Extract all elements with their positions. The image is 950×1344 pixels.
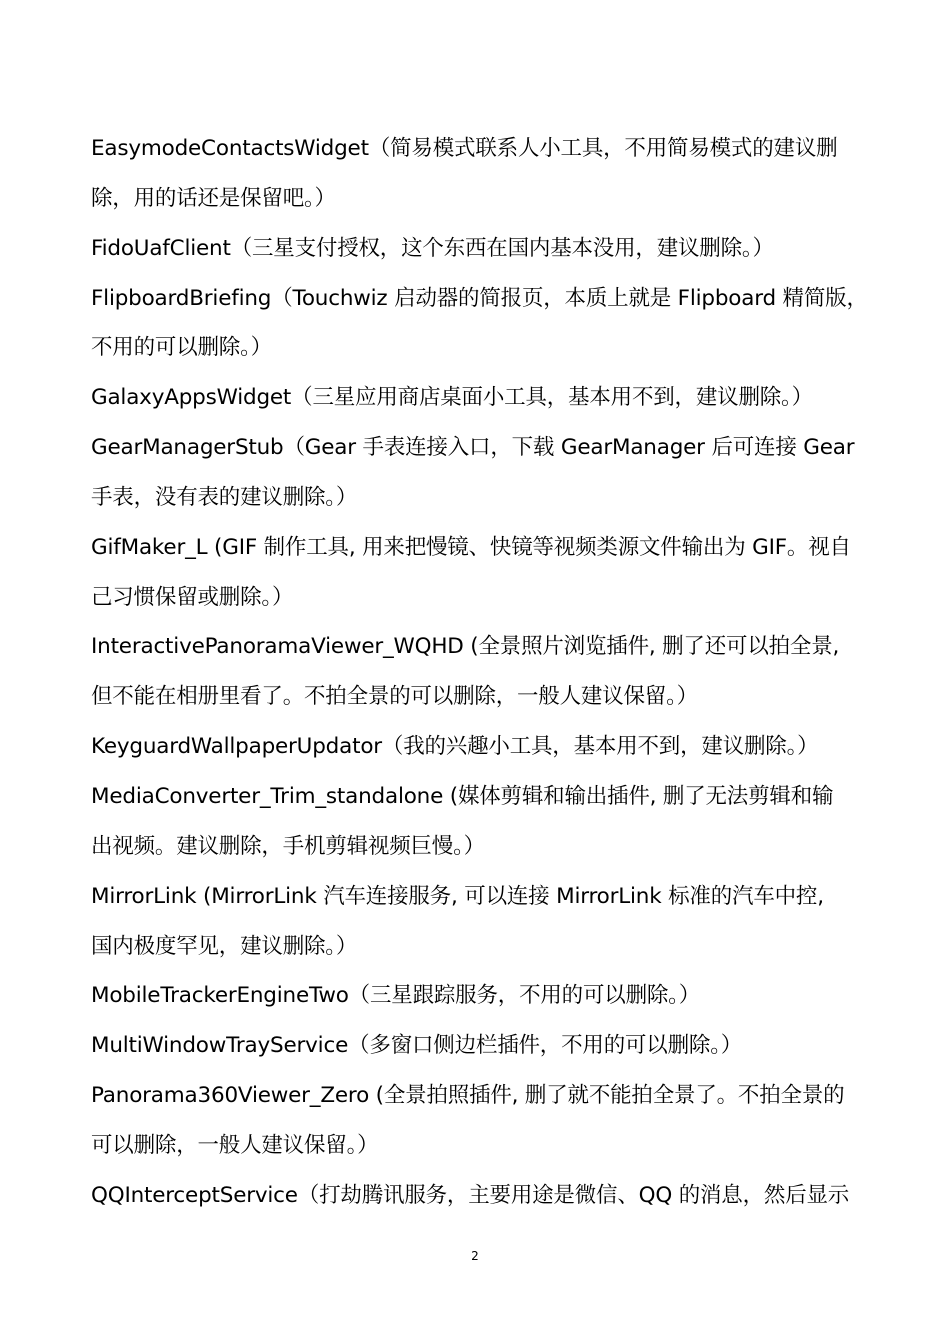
text-line: FlipboardBriefing（Touchwiz 启动器的简报页，本质上就是 Flipboard 精简版， [91, 285, 868, 311]
text-line: Panorama360Viewer_Zero (全景拍照插件, 删了就不能拍全景了。不拍全景的 [91, 1083, 845, 1109]
page-number: 2 [471, 1249, 479, 1263]
text-line: 但不能在相册里看了。不拍全景的可以删除，一般人建议保留。） [91, 684, 698, 710]
text-line: MediaConverter_Trim_standalone (媒体剪辑和输出插件, 删了无法剪辑和输 [91, 783, 834, 809]
text-line: 出视频。建议删除，手机剪辑视频巨慢。） [91, 833, 485, 859]
text-line: MultiWindowTrayService（多窗口侧边栏插件，不用的可以删除。） [91, 1033, 743, 1059]
text-line: GearManagerStub（Gear 手表连接入口，下载 GearManager 后可连接 Gear [91, 435, 855, 461]
text-line: 己习惯保留或删除。） [91, 584, 294, 610]
text-line: KeyguardWallpaperUpdator（我的兴趣小工具，基本用不到，建议删除。） [91, 734, 819, 760]
text-line: FidoUafClient（三星支付授权，这个东西在国内基本没用，建议删除。） [91, 235, 774, 261]
text-line: EasymodeContactsWidget（简易模式联系人小工具，不用简易模式的建议删 [91, 136, 838, 161]
text-line: 除，用的话还是保留吧。） [91, 185, 336, 211]
text-line: MobileTrackerEngineTwo（三星跟踪服务，不用的可以删除。） [91, 983, 701, 1009]
text-line: 不用的可以删除。） [91, 335, 272, 361]
text-line: MirrorLink (MirrorLink 汽车连接服务, 可以连接 MirrorLink 标准的汽车中控, [91, 883, 824, 909]
text-line: 可以删除，一般人建议保留。） [91, 1132, 379, 1158]
text-line: QQInterceptService（打劫腾讯服务，主要用途是微信、QQ 的消息，然后显示 [91, 1182, 850, 1208]
text-line: GalaxyAppsWidget（三星应用商店桌面小工具，基本用不到，建议删除。） [91, 385, 813, 411]
text-line: InteractivePanoramaViewer_WQHD (全景照片浏览插件, 删了还可以拍全景, [91, 634, 840, 660]
text-line: 国内极度罕见，建议删除。） [91, 933, 358, 959]
page-body [91, 124, 871, 1221]
text-line: GifMaker_L (GIF 制作工具, 用来把慢镜、快镜等视频类源文件输出为 GIF。视自 [91, 534, 851, 560]
text-line: 手表，没有表的建议删除。） [91, 484, 358, 510]
